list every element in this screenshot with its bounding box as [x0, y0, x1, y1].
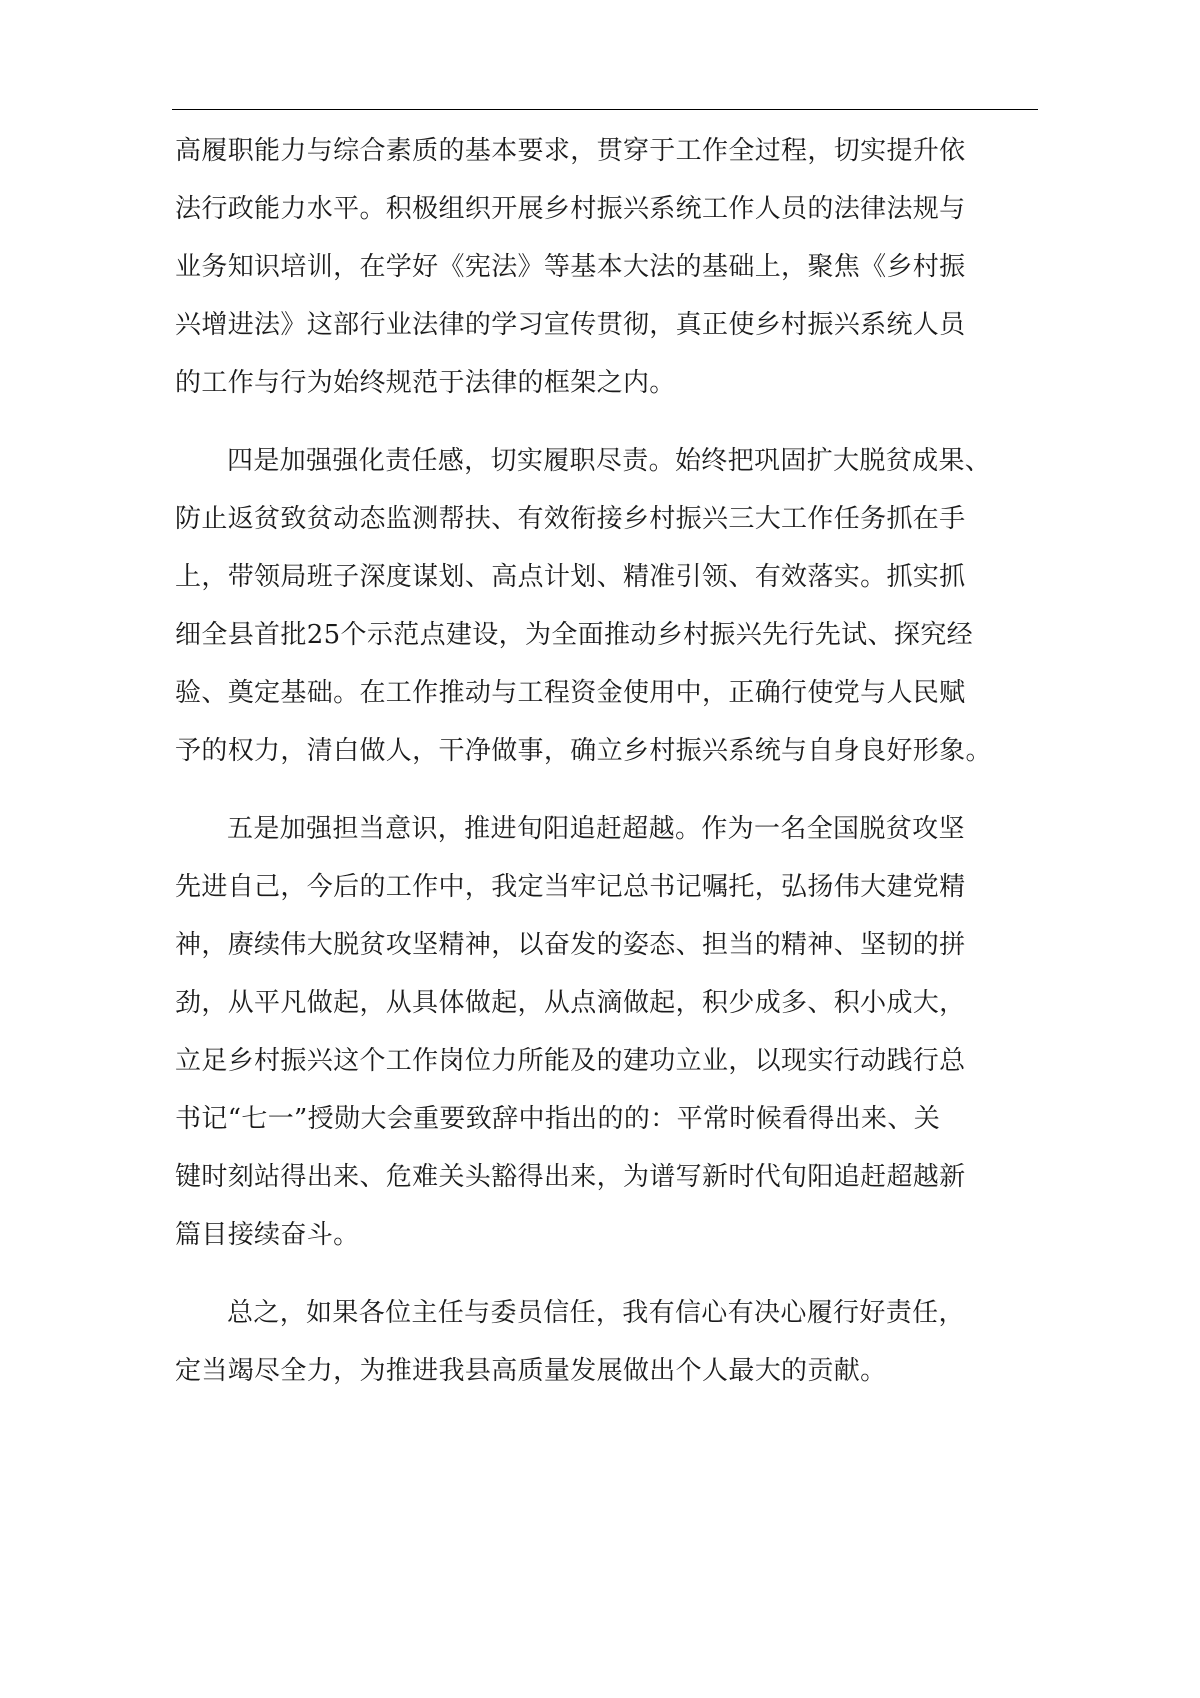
text-line: 兴增进法》这部行业法律的学习宣传贯彻，真正使乡村振兴系统人员 — [175, 310, 966, 340]
document-body — [175, 122, 1035, 1400]
paragraph-1 — [175, 122, 1035, 412]
text-line: 细全县首批25个示范点建设，为全面推动乡村振兴先行先试、探究经 — [175, 620, 973, 650]
text-line: 业务知识培训，在学好《宪法》等基本大法的基础上，聚焦《乡村振 — [175, 252, 966, 282]
text-line: 法行政能力水平。积极组织开展乡村振兴系统工作人员的法律法规与 — [175, 194, 966, 224]
text-line: 五是加强担当意识，推进旬阳追赶超越。作为一名全国脱贫攻坚 — [227, 814, 965, 844]
text-line: 高履职能力与综合素质的基本要求，贯穿于工作全过程，切实提升依 — [175, 136, 966, 166]
paragraph-gap — [175, 412, 1035, 432]
text-line: 劲，从平凡做起，从具体做起，从点滴做起，积少成多、积小成大， — [175, 988, 966, 1018]
text-line: 篇目接续奋斗。 — [175, 1220, 360, 1250]
text-line: 总之，如果各位主任与委员信任，我有信心有决心履行好责任， — [227, 1298, 965, 1328]
header-rule — [172, 109, 1038, 110]
text-line: 立足乡村振兴这个工作岗位力所能及的建功立业，以现实行动践行总 — [175, 1046, 966, 1076]
text-line: 书记“七一”授勋大会重要致辞中指出的的：平常时候看得出来、关 — [175, 1104, 941, 1134]
text-line: 上，带领局班子深度谋划、高点计划、精准引领、有效落实。抓实抓 — [175, 562, 966, 592]
text-line: 先进自己，今后的工作中，我定当牢记总书记嘱托，弘扬伟大建党精 — [175, 872, 966, 902]
paragraph-4 — [175, 1284, 1035, 1400]
paragraph-2 — [175, 432, 1035, 780]
text-line: 的工作与行为始终规范于法律的框架之内。 — [175, 368, 676, 398]
paragraph-gap — [175, 780, 1035, 800]
paragraph-gap — [175, 1264, 1035, 1284]
text-line: 验、奠定基础。在工作推动与工程资金使用中，正确行使党与人民赋 — [175, 678, 966, 708]
paragraph-3 — [175, 800, 1035, 1264]
text-line: 予的权力，清白做人，干净做事，确立乡村振兴系统与自身良好形象。 — [175, 736, 992, 766]
text-line: 神，赓续伟大脱贫攻坚精神，以奋发的姿态、担当的精神、坚韧的拼 — [175, 930, 966, 960]
text-line: 键时刻站得出来、危难关头豁得出来，为谱写新时代旬阳追赶超越新 — [175, 1162, 966, 1192]
text-line: 防止返贫致贫动态监测帮扶、有效衔接乡村振兴三大工作任务抓在手 — [175, 504, 966, 534]
text-line: 定当竭尽全力，为推进我县高质量发展做出个人最大的贡献。 — [175, 1356, 887, 1386]
text-line: 四是加强强化责任感，切实履职尽责。始终把巩固扩大脱贫成果、 — [227, 446, 992, 476]
